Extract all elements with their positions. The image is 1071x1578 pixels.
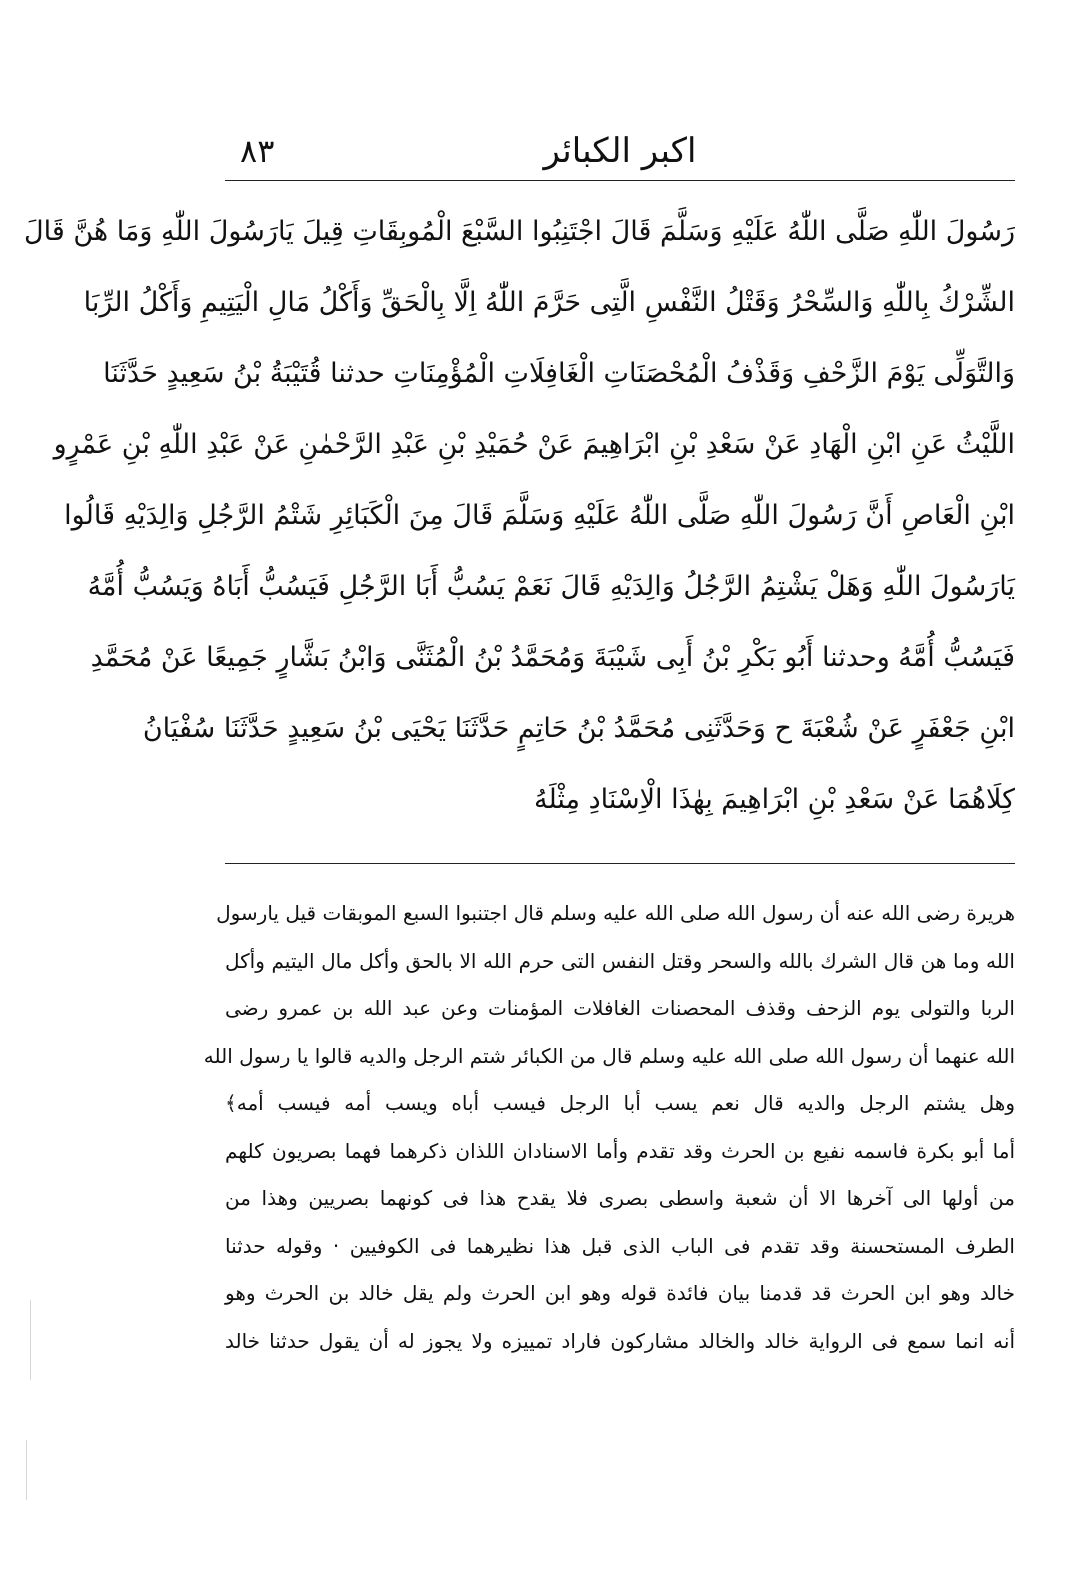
commentary-line: من أولها الى آخرها الا أن شعبة واسطى بصرى فلا يقدح هذا فى كونهما بصريين وهذا من [225,1186,1015,1210]
commentary-line: هريرة رضى الله عنه أن رسول الله صلى الله عليه وسلم قال اجتنبوا السبع الموبقات قيل يارسول [216,901,1015,925]
header-rule [225,180,1015,181]
main-text-line: وَالتَّوَلِّى يَوْمَ الزَّحْفِ وَقَذْفُ الْمُحْصَنَاتِ الْغَافِلَاتِ الْمُؤْمِنَاتِ حدثنا قُتَيْبَةُ بْنُ سَعِيدٍ حَدَّثَنَا [103,358,1015,389]
commentary-separator-rule [225,863,1015,864]
main-text-line: يَارَسُولَ اللّٰهِ وَهَلْ يَشْتِمُ الرَّجُلُ وَالِدَيْهِ قَالَ نَعَمْ يَسُبُّ أَبَا الرَّجُلِ فَيَسُبُّ أَبَاهُ وَيَسُبُّ أُمَّهُ [87,571,1015,602]
main-text-line: ابْنِ الْعَاصِ أَنَّ رَسُولَ اللّٰهِ صَلَّى اللّٰهُ عَلَيْهِ وَسَلَّمَ قَالَ مِنَ الْكَبَائِرِ شَتْمُ الرَّجُلِ وَالِدَيْهِ قَالُوا [64,500,1015,531]
commentary-text [203,890,1015,1365]
page-number: ٨٣ [240,132,275,170]
main-text-line: فَيَسُبُّ أُمَّهُ وحدثنا أَبُو بَكْرِ بْنُ أَبِى شَيْبَةَ وَمُحَمَّدُ بْنُ الْمُثَنَّى وَابْنُ بَشَّارٍ جَمِيعًا عَنْ مُحَمَّدِ [90,642,1015,673]
commentary-line: الله وما هن قال الشرك بالله والسحر وقتل النفس التى حرم الله الا بالحق وأكل مال اليتيم وأكل [225,948,1015,973]
main-text-line: الشِّرْكُ بِاللّٰهِ وَالسِّحْرُ وَقَتْلُ النَّفْسِ الَّتِى حَرَّمَ اللّٰهُ اِلَّا بِالْحَقِّ وَأَكْلُ مَالِ الْيَتِيمِ وَأَكْلُ الرِّبَا [83,287,1015,318]
main-hadith-text [23,196,1015,835]
main-text-line: كِلَاهُمَا عَنْ سَعْدِ بْنِ ابْرَاهِيمَ بِهٰذَا الْاِسْنَادِ مِثْلَهُ [533,784,1015,815]
commentary-line: أما أبو بكرة فاسمه نفيع بن الحرث وقد تقدم وأما الاسنادان اللذان ذكرهما فهما بصريون كلهم [225,1138,1015,1163]
commentary-line: الطرف المستحسنة وقد تقدم فى الباب الذى قبل هذا نظيرهما فى الكوفيين · وقوله حدثنا [225,1233,1015,1258]
scan-edge-mark [26,1440,27,1500]
main-text-line: رَسُولَ اللّٰهِ صَلَّى اللّٰهُ عَلَيْهِ وَسَلَّمَ قَالَ اجْتَنِبُوا السَّبْعَ الْمُوبِقَاتِ قِيلَ يَارَسُولَ اللّٰهِ وَمَا هُنَّ قَالَ [23,216,1015,247]
commentary-line: وهل يشتم الرجل والديه قال نعم يسب أبا الرجل فيسب أباه ويسب أمه فيسب أمه﴾ [225,1091,1015,1115]
running-title: اكبر الكبائر [543,131,697,171]
main-text-line: ابْنِ جَعْفَرٍ عَنْ شُعْبَةَ ح وَحَدَّثَنِى مُحَمَّدُ بْنُ حَاتِمٍ حَدَّثَنَا يَحْيَى بْنُ سَعِيدٍ حَدَّثَنَا سُفْيَانُ [142,713,1015,744]
scan-edge-mark [30,1300,31,1380]
commentary-line: الربا والتولى يوم الزحف وقذف المحصنات الغافلات المؤمنات وعن عبد الله بن عمرو رضى [225,996,1015,1020]
main-text-line: اللَّيْثُ عَنِ ابْنِ الْهَادِ عَنْ سَعْدِ بْنِ ابْرَاهِيمَ عَنْ حُمَيْدِ بْنِ عَبْدِ الرَّحْمٰنِ عَنْ عَبْدِ اللّٰهِ بْنِ عَمْرٍو [53,429,1015,460]
page-header [225,126,1015,182]
commentary-line: أنه انما سمع فى الرواية خالد والخالد مشاركون فاراد تمييزه ولا يجوز له أن يقول حدثنا خالد [225,1328,1015,1353]
commentary-line: خالد وهو ابن الحرث قد قدمنا بيان فائدة قوله وهو ابن الحرث ولم يقل خالد بن الحرث وهو [225,1281,1015,1305]
commentary-line: الله عنهما أن رسول الله صلى الله عليه وسلم قال من الكبائر شتم الرجل والديه قالوا يا رسول الله [203,1043,1015,1068]
